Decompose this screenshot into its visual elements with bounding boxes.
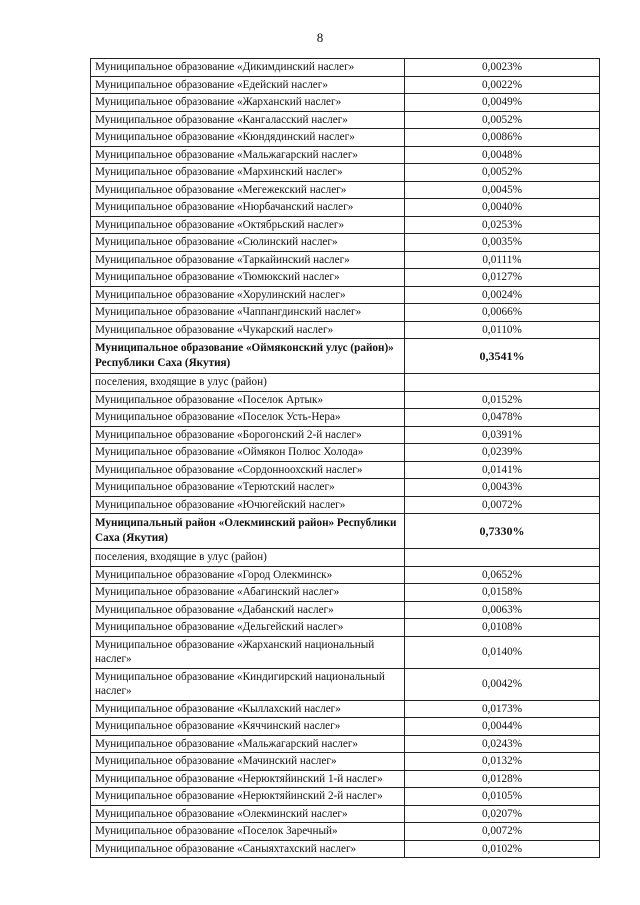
table-row	[90, 444, 600, 462]
share-value: 0,0043%	[481, 481, 523, 494]
share-value: 0,0132%	[481, 755, 523, 768]
share-value: 0,0024%	[481, 288, 523, 301]
municipality-name: Муниципальное образование «Октябрьский наслег»	[91, 217, 405, 234]
table-row	[90, 217, 600, 235]
share-value: 0,0391%	[481, 428, 523, 441]
share-value: 0,0022%	[481, 78, 523, 91]
municipality-name: Муниципальное образование «Сордонноохский наслег»	[91, 462, 405, 479]
page-number: 8	[316, 30, 324, 45]
share-value	[405, 549, 599, 566]
table-row	[90, 252, 600, 270]
table-row	[90, 269, 600, 287]
municipality-name: Муниципальное образование «Дикимдинский наслег»	[91, 59, 405, 76]
share-value: 0,0158%	[481, 586, 523, 599]
share-value: 0,0108%	[481, 621, 523, 634]
municipality-name: Муниципальное образование «Нерюктяйинский 1-й наслег»	[91, 771, 405, 788]
table-row	[90, 147, 600, 165]
table-section-header-row	[90, 339, 600, 374]
table-row	[90, 287, 600, 305]
share-value: 0,0048%	[481, 148, 523, 161]
share-value: 0,0072%	[481, 498, 523, 511]
share-value: 0,0243%	[481, 737, 523, 750]
municipality-name: Муниципальное образование «Дельгейский наслег»	[91, 619, 405, 636]
share-value	[405, 374, 599, 391]
table-row	[90, 182, 600, 200]
share-value: 0,0063%	[481, 603, 523, 616]
share-value: 0,0652%	[481, 568, 523, 581]
share-value: 0,0052%	[481, 113, 523, 126]
table-row	[90, 602, 600, 620]
municipality-name: Муниципальное образование «Дабанский наслег»	[91, 602, 405, 619]
share-value: 0,0128%	[481, 772, 523, 785]
municipality-name: Муниципальное образование «Жарханский национальный наслег»	[91, 637, 405, 668]
share-value: 0,0049%	[481, 96, 523, 109]
table-row	[90, 234, 600, 252]
municipality-name: Муниципальное образование «Мачинский наслег»	[91, 753, 405, 770]
table-row	[90, 427, 600, 445]
share-value: 0,0086%	[481, 131, 523, 144]
table-row	[90, 94, 600, 112]
share-value: 0,0140%	[481, 646, 523, 658]
table-row	[90, 112, 600, 130]
table-row	[90, 841, 600, 859]
municipality-name: Муниципальное образование «Терютский наслег»	[91, 479, 405, 496]
share-value: 0,0040%	[481, 201, 523, 214]
table-row	[90, 392, 600, 410]
municipality-name: Муниципальное образование «Ючюгейский наслег»	[91, 497, 405, 514]
municipality-name: Муниципальное образование «Оймяконский улус (район)» Республики Саха (Якутия)	[91, 339, 405, 373]
table-row	[90, 637, 600, 669]
share-value: 0,0152%	[481, 393, 523, 406]
share-value: 0,0173%	[481, 702, 523, 715]
share-value: 0,0141%	[481, 463, 523, 476]
municipality-name: Муниципальное образование «Нерюктяйинский 2-й наслег»	[91, 788, 405, 805]
table-row	[90, 322, 600, 340]
municipality-name: поселения, входящие в улус (район)	[91, 374, 405, 391]
municipality-name: Муниципальный район «Олекминский район» Республики Саха (Якутия)	[91, 514, 405, 548]
municipality-name: Муниципальное образование «Абагинский наслег»	[91, 584, 405, 601]
table-row	[90, 669, 600, 701]
share-value: 0,0044%	[481, 720, 523, 733]
municipality-name: Муниципальное образование «Мархинский наслег»	[91, 164, 405, 181]
share-value: 0,0253%	[481, 218, 523, 231]
share-value: 0,0052%	[481, 166, 523, 179]
table-section-header-row	[90, 514, 600, 549]
municipality-name: Муниципальное образование «Мальжагарский наслег»	[91, 147, 405, 164]
municipality-name: Муниципальное образование «Мегежекский наслег»	[91, 182, 405, 199]
table-row	[90, 59, 600, 77]
table-row	[90, 736, 600, 754]
municipality-name: поселения, входящие в улус (район)	[91, 549, 405, 566]
table-row	[90, 549, 600, 567]
share-value: 0,0045%	[481, 183, 523, 196]
table-row	[90, 304, 600, 322]
municipality-name: Муниципальное образование «Тюмюкский наслег»	[91, 269, 405, 286]
share-value: 0,7330%	[479, 524, 525, 538]
allocation-table	[90, 58, 600, 858]
share-value: 0,0066%	[481, 306, 523, 319]
municipality-name: Муниципальное образование «Нюрбачанский наслег»	[91, 199, 405, 216]
table-row	[90, 753, 600, 771]
municipality-name: Муниципальное образование «Кюндядинский наслег»	[91, 129, 405, 146]
municipality-name: Муниципальное образование «Кяччинский наслег»	[91, 718, 405, 735]
table-row	[90, 701, 600, 719]
table-row	[90, 409, 600, 427]
table-row	[90, 77, 600, 95]
municipality-name: Муниципальное образование «Борогонский 2-й наслег»	[91, 427, 405, 444]
municipality-name: Муниципальное образование «Сюлинский наслег»	[91, 234, 405, 251]
share-value: 0,0042%	[481, 678, 523, 690]
share-value: 0,0207%	[481, 807, 523, 820]
municipality-name: Муниципальное образование «Чаппангдинский наслег»	[91, 304, 405, 321]
municipality-name: Муниципальное образование «Мальжагарский наслег»	[91, 736, 405, 753]
table-row	[90, 462, 600, 480]
table-row	[90, 374, 600, 392]
share-value: 0,0478%	[481, 411, 523, 424]
share-value: 0,0111%	[482, 253, 522, 266]
share-value: 0,0035%	[481, 236, 523, 249]
table-row	[90, 479, 600, 497]
table-row	[90, 584, 600, 602]
share-value: 0,0127%	[481, 271, 523, 284]
table-row	[90, 567, 600, 585]
share-value: 0,0105%	[481, 790, 523, 803]
municipality-name: Муниципальное образование «Кыллахский наслег»	[91, 701, 405, 718]
municipality-name: Муниципальное образование «Киндигирский национальный наслег»	[91, 669, 405, 700]
share-value: 0,0239%	[481, 446, 523, 459]
share-value: 0,0023%	[481, 61, 523, 74]
table-row	[90, 823, 600, 841]
table-row	[90, 164, 600, 182]
table-row	[90, 771, 600, 789]
table-row	[90, 497, 600, 515]
municipality-name: Муниципальное образование «Поселок Заречный»	[91, 823, 405, 840]
share-value: 0,3541%	[479, 349, 525, 363]
table-row	[90, 718, 600, 736]
municipality-name: Муниципальное образование «Поселок Усть-Нера»	[91, 409, 405, 426]
municipality-name: Муниципальное образование «Оймякон Полюс Холода»	[91, 444, 405, 461]
table-row	[90, 199, 600, 217]
municipality-name: Муниципальное образование «Саныяхтахский наслег»	[91, 841, 405, 858]
table-row	[90, 806, 600, 824]
municipality-name: Муниципальное образование «Поселок Артык»	[91, 392, 405, 409]
municipality-name: Муниципальное образование «Едейский наслег»	[91, 77, 405, 94]
share-value: 0,0102%	[481, 842, 523, 855]
share-value: 0,0072%	[481, 825, 523, 838]
table-row	[90, 129, 600, 147]
table-row	[90, 619, 600, 637]
municipality-name: Муниципальное образование «Таркайинский наслег»	[91, 252, 405, 269]
share-value: 0,0110%	[482, 323, 522, 336]
table-row	[90, 788, 600, 806]
municipality-name: Муниципальное образование «Олекминский наслег»	[91, 806, 405, 823]
municipality-name: Муниципальное образование «Хорулинский наслег»	[91, 287, 405, 304]
municipality-name: Муниципальное образование «Жарханский наслег»	[91, 94, 405, 111]
municipality-name: Муниципальное образование «Кангаласский наслег»	[91, 112, 405, 129]
municipality-name: Муниципальное образование «Чукарский наслег»	[91, 322, 405, 339]
municipality-name: Муниципальное образование «Город Олекминск»	[91, 567, 405, 584]
